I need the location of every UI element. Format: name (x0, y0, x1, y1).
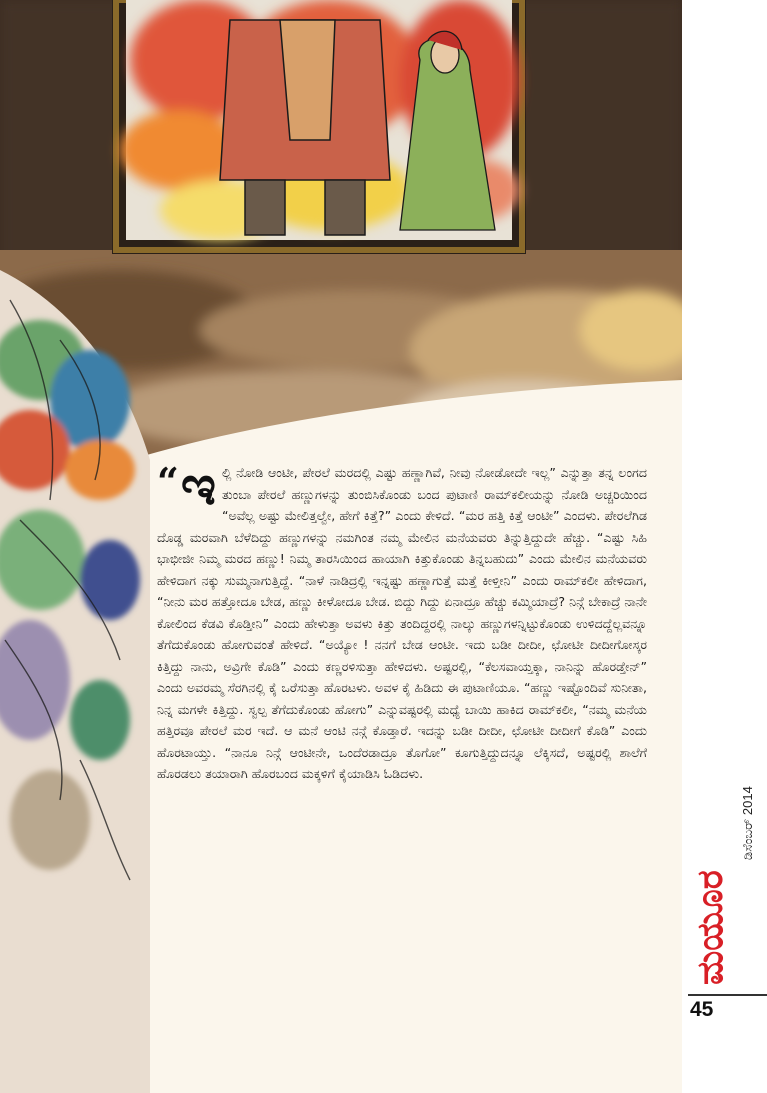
page-number: 45 (690, 998, 714, 1021)
article-text: ಲ್ಲಿ ನೋಡಿ ಆಂಟೀ, ಪೇರಲೆ ಮರದಲ್ಲಿ ಎಷ್ಟು ಹಣ್ಣಾಗಿವೆ, ನೀವು ನೋಡೋದೇ ಇಲ್ಲ” ಎನ್ನುತ್ತಾ ತನ್ನ ಲಂಗದ ತುಂಬಾ ಪೇರಲೆ ಹಣ್ಣುಗಳನ್ನು ತುಂಬಿಸಿಕೊಂಡು ಬಂದ ಪುಟಾಣಿ ರಾಮ್‌ಕಲೀಯನ್ನು ನೋಡಿ ಅಚ್ಚರಿಯಿಂದ “ಅವೆಲ್ಲ ಅಷ್ಟು ಮೇಲಿತ್ತಲ್ವೇ, ಹೇಗೆ ಕಿತ್ತೆ?” ಎಂದು ಕೇಳಿದೆ. “ಮರ ಹತ್ತಿ ಕಿತ್ತೆ ಆಂಟೀ” ಎಂದಳು. ಪೇರಲೆಗಿಡ ದೊಡ್ಡ ಮರವಾಗಿ ಬೆಳೆದಿದ್ದು ಹಣ್ಣುಗಳನ್ನು ನಮಗಿಂತ ನಮ್ಮ ಮೇಲಿನ ಮನೆಯವರು ತಿನ್ನುತ್ತಿದ್ದುದೇ ಹೆಚ್ಚು. “ಎಷ್ಟು ಸಿಹಿ ಭಾಭೀಜೀ ನಿಮ್ಮ ಮರದ ಹಣ್ಣು! ನಿಮ್ಮ ತಾರಸಿಯಿಂದ ಹಾಯಾಗಿ ಕಿತ್ತುಕೊಂಡು ತಿನ್ನಬಹುದು” ಎಂದು ಮೇಲಿನ ಮನೆಯವರು ಹೇಳಿದಾಗ ನಕ್ಕು ಸುಮ್ಮನಾಗುತ್ತಿದ್ದೆ. “ನಾಳೆ ನಾಡಿದ್ರಲ್ಲಿ ಇನ್ನಷ್ಟು ಹಣ್ಣಾಗುತ್ತೆ ಮತ್ತೆ ಕೀಳ್ತೀನಿ” ಎಂದು ರಾಮ್‌ಕಲೀ ಹೇಳಿದಾಗ, “ನೀನು ಮರ ಹತ್ತೋದೂ ಬೇಡ, ಹಣ್ಣು ಕೀಳೋದೂ ಬೇಡ. ಬಿದ್ದು ಗಿದ್ದು ಏನಾದ್ರೂ ಹೆಚ್ಚು ಕಮ್ಮಿಯಾದ್ರೆ? ನಿನ್ಗೆ ಬೇಕಾದ್ರೆ ನಾನೇ ಕೋಲಿಂದ ಕೆಡವಿ ಕೊಡ್ತೀನಿ” ಎಂದು ಹೇಳುತ್ತಾ ಅವಳು ಕಿತ್ತು ತಂದಿದ್ದರಲ್ಲಿ ನಾಲ್ಕು ಹಣ್ಣುಗಳನ್ನಿಟ್ಟುಕೊಂಡು ಉಳಿದದ್ದೆಲ್ಲವನ್ನೂ ತೆಗೆದುಕೊಂಡು ಹೋಗುವಂತೆ ಹೇಳಿದೆ. “ಅಯ್ಯೋ ! ನನಗೆ ಬೇಡ ಆಂಟೀ. ಇದು ಬಡೀ ದೀದೀ, ಛೋಟೀ ದೀದೀಗೋಸ್ಕರ ಕಿತ್ತಿದ್ದು ನಾನು, ಅವ್ರಿಗೇ ಕೊಡಿ” ಎಂದು ಕಣ್ಣರಳಿಸುತ್ತಾ ಹೇಳಿದಳು. ಅಷ್ಟರಲ್ಲಿ, “ಕೆಲಸವಾಯ್ತಕ್ಕಾ, ನಾನಿನ್ನು ಹೊರಡ್ತೇನ್” ಎಂದು ಅವರಮ್ಮ ಸೆರಗಿನಲ್ಲಿ ಕೈ ಒರೆಸುತ್ತಾ ಹೊರಟಳು. ಅವಳ ಕೈ ಹಿಡಿದು ಈ ಪುಟಾಣಿಯೂ. “ಹಣ್ಣು ಇಷ್ಟೊಂದಿವೆ ಸುನೀತಾ, ನಿನ್ನ ಮಗಳೇ ಕಿತ್ತಿದ್ದು. ಸ್ವಲ್ಪ ತೆಗೆದುಕೊಂಡು ಹೋಗು” ಎನ್ನುವಷ್ಟರಲ್ಲಿ ಮಧ್ಯೆ ಬಾಯಿ ಹಾಕಿದ ರಾಮ್‌ಕಲೀ, “ನಮ್ಮ ಮನೆಯ ಹತ್ತಿರವೂ ಪೇರಲೆ ಮರ ಇದೆ. ಆ ಮನೆ ಆಂಟಿ ನನ್ಗೆ ಕೊಡ್ತಾರೆ. ಇದನ್ನು ಬಡೀ ದೀದೀ, ಛೋಟೀ ದೀದೀಗೆ ಕೊಡಿ” ಎಂದು ಹೊರಟಾಯ್ತು. “ನಾನೂ ನಿನ್ಗೆ ಆಂಟೀನೇ, ಒಂದೆರಡಾದ್ರೂ ತೊಗೋ” ಕೂಗುತ್ತಿದ್ದುದನ್ನೂ ಲೆಕ್ಕಿಸದೆ, ಅಷ್ಟರಲ್ಲಿ ಶಾಲೆಗೆ ಹೊರಡಲು ತಯಾರಾಗಿ ಹೊರಬಂದ ಮಕ್ಕಳಿಗೆ ಕೈಯಾಡಿಸಿ ಓಡಿದಳು. (157, 465, 647, 781)
drop-cap: ಇ (180, 454, 216, 517)
svg-text:ಮಯೂರ: ಮಯೂರ (690, 870, 731, 985)
article-body (157, 454, 647, 785)
page-rule (688, 994, 767, 996)
issue-date: ಡಿಸೆಂಬರ್ 2014 (740, 786, 755, 860)
article-paragraph (157, 454, 647, 785)
magazine-logo (682, 780, 732, 990)
opening-quote: “ (157, 459, 179, 504)
